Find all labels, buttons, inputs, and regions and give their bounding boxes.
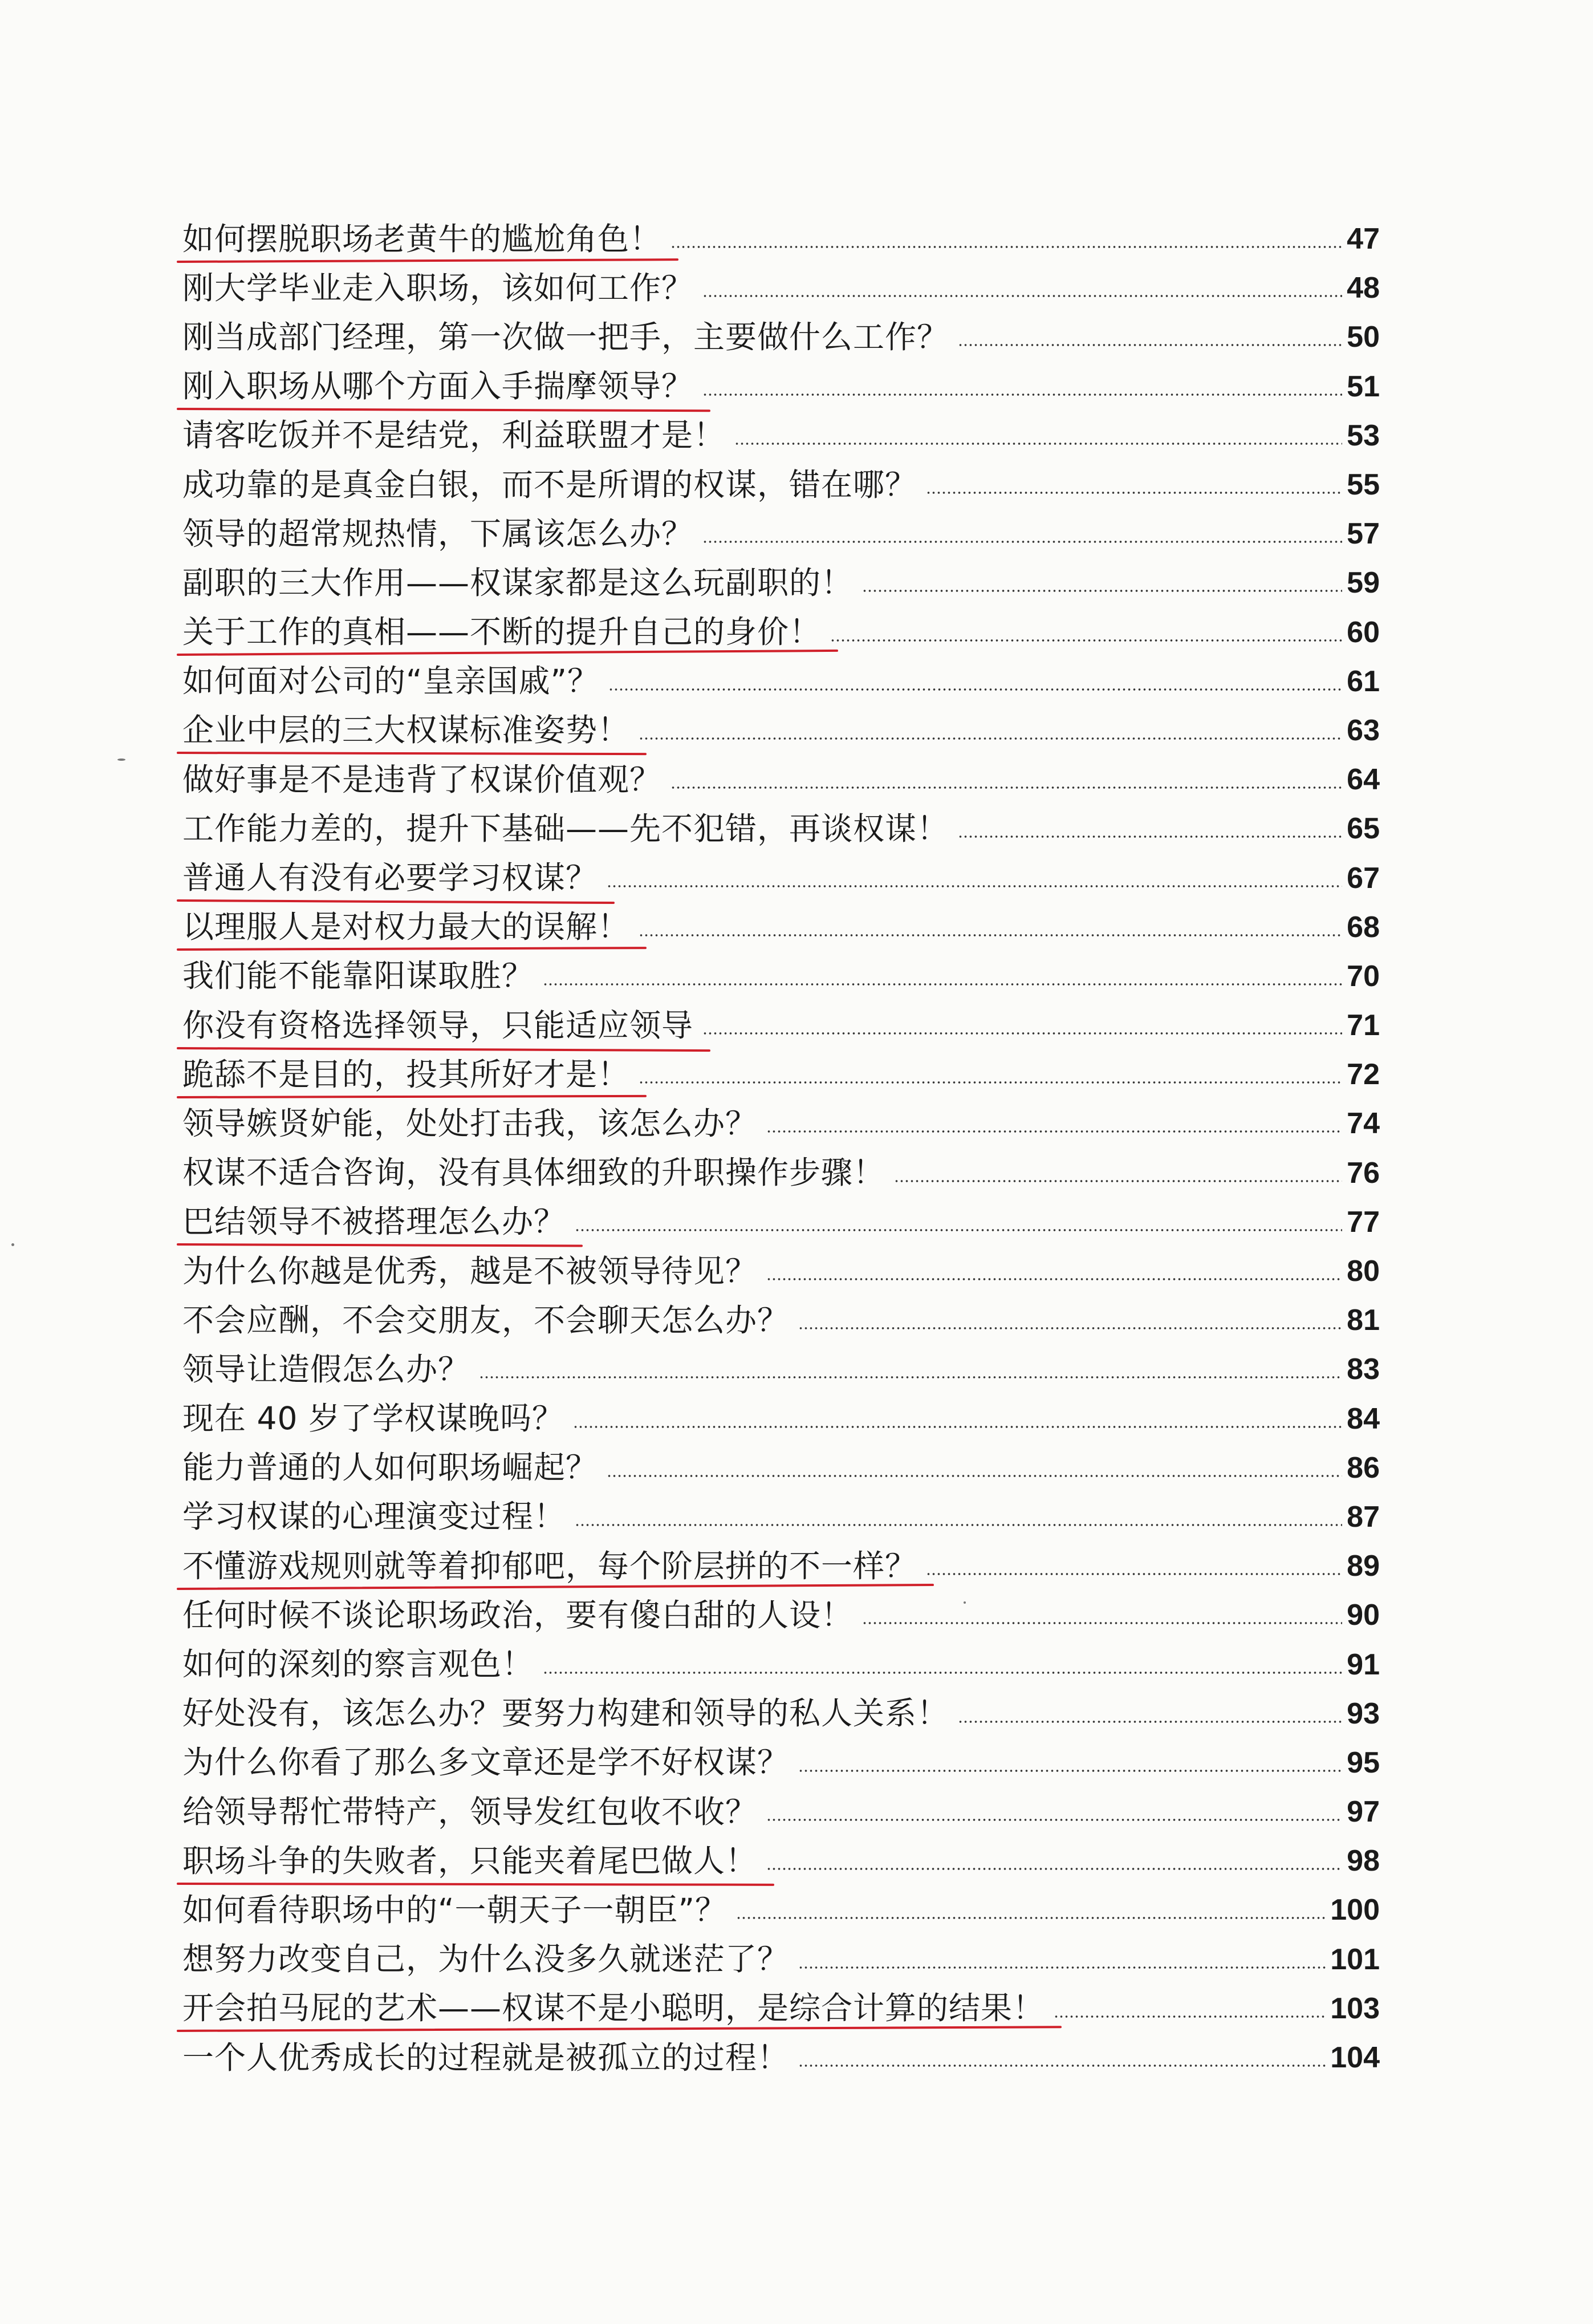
toc-entry-page-number: 89	[1347, 1550, 1380, 1583]
toc-entry-title: 我们能不能靠阳谋取胜？	[182, 958, 534, 995]
toc-entry-title: 职场斗争的失败者，只能夹着尾巴做人！	[182, 1846, 757, 1877]
toc-entry	[182, 263, 1380, 313]
toc-entry-page-number: 91	[1347, 1648, 1380, 1681]
toc-entry-page-number: 76	[1347, 1156, 1380, 1190]
toc-entry-page-number: 77	[1347, 1205, 1380, 1239]
toc-entry	[182, 1984, 1380, 2033]
toc-entry	[182, 853, 1380, 902]
toc-entry-page-number: 98	[1347, 1844, 1380, 1878]
toc-entry	[182, 460, 1380, 509]
toc-entry	[182, 1787, 1380, 1836]
toc-entry-title: 权谋不适合咨询，没有具体细致的升职操作步骤！	[182, 1154, 885, 1191]
toc-entry	[182, 1492, 1380, 1542]
dot-leader	[543, 1672, 1342, 1674]
dot-leader	[736, 1917, 1326, 1919]
toc-entry-page-number: 47	[1347, 222, 1380, 256]
dot-leader	[958, 344, 1342, 346]
scan-speck	[964, 1601, 966, 1604]
toc-entry-page-number: 48	[1347, 271, 1380, 305]
toc-entry	[182, 1689, 1380, 1738]
dot-leader	[575, 1229, 1342, 1231]
dot-leader	[670, 246, 1342, 248]
toc-entry-page-number: 104	[1330, 2041, 1380, 2075]
dot-leader	[702, 541, 1342, 543]
toc-entry-title: 如何看待职场中的“一朝天子一朝臣”？	[182, 1891, 727, 1928]
dot-leader	[670, 786, 1342, 789]
toc-entry-page-number: 60	[1347, 615, 1380, 649]
dot-leader	[639, 737, 1342, 740]
red-pen-underline	[177, 258, 678, 263]
dot-leader	[926, 1573, 1342, 1575]
toc-entry-title: 刚当成部门经理，第一次做一把手，主要做什么工作？	[182, 318, 949, 355]
toc-entry-page-number: 90	[1347, 1599, 1380, 1632]
toc-entry-title: 你没有资格选择领导，只能适应领导	[182, 1010, 693, 1041]
dot-leader	[798, 1327, 1342, 1329]
toc-entry-page-number: 50	[1347, 321, 1380, 354]
dot-leader	[766, 1819, 1342, 1821]
toc-entry	[182, 1394, 1380, 1443]
toc-entry-title: 刚大学毕业走入职场，该如何工作？	[182, 269, 694, 306]
toc-entry-page-number: 70	[1347, 959, 1380, 993]
toc-entry	[182, 952, 1380, 1001]
toc-entry-title: 不懂游戏规则就等着抑郁吧，每个阶层拼的不一样？	[182, 1551, 917, 1582]
toc-entry	[182, 1836, 1380, 1885]
toc-entry-title: 能力普通的人如何职场崛起？	[182, 1449, 598, 1486]
dot-leader	[543, 983, 1342, 985]
toc-entry-title: 关于工作的真相——不断的提升自己的身价！	[182, 617, 821, 648]
dot-leader	[702, 1032, 1342, 1035]
toc-entry-page-number: 53	[1347, 419, 1380, 452]
toc-entry-title: 如何摆脱职场老黄牛的尴尬角色！	[182, 224, 661, 255]
toc-entry-title: 以理服人是对权力最大的误解！	[182, 911, 629, 943]
toc-entry-page-number: 72	[1347, 1058, 1380, 1092]
toc-entry-title: 开会拍马屁的艺术——权谋不是小聪明，是综合计算的结果！	[182, 1993, 1045, 2024]
dot-leader	[798, 1770, 1342, 1772]
toc-entry-page-number: 61	[1347, 664, 1380, 698]
toc-entry	[182, 1542, 1380, 1591]
toc-entry-page-number: 74	[1347, 1107, 1380, 1141]
toc-entry-title: 工作能力差的，提升下基础——先不犯错，再谈权谋！	[182, 810, 949, 847]
toc-entry-title: 任何时候不谈论职场政治，要有傻白甜的人设！	[182, 1596, 854, 1633]
dot-leader	[639, 1081, 1342, 1084]
toc-entry-title: 现在 40 岁了学权谋晚吗？	[182, 1400, 564, 1437]
toc-entry-page-number: 65	[1347, 812, 1380, 846]
red-pen-underline	[177, 650, 838, 656]
toc-entry-title: 做好事是不是违背了权谋价值观？	[182, 761, 662, 798]
toc-entry	[182, 1640, 1380, 1689]
dot-leader	[766, 1868, 1342, 1870]
toc-entry-page-number: 97	[1347, 1795, 1380, 1829]
toc-entry-title: 给领导帮忙带特产，领导发红包收不收？	[182, 1793, 758, 1830]
toc-entry-page-number: 100	[1330, 1893, 1380, 1927]
scan-speck	[11, 1243, 14, 1246]
toc-entry-page-number: 55	[1347, 468, 1380, 502]
toc-entry-title: 为什么你越是优秀，越是不被领导待见？	[182, 1252, 758, 1289]
toc-entry	[182, 1247, 1380, 1296]
toc-entry-page-number: 101	[1330, 1942, 1380, 1976]
toc-entry	[182, 509, 1380, 558]
toc-entry	[182, 1935, 1380, 1984]
toc-entry	[182, 1885, 1380, 1934]
toc-entry	[182, 657, 1380, 706]
toc-entry	[182, 214, 1380, 263]
toc-entry-title: 领导嫉贤妒能，处处打击我，该怎么办？	[182, 1105, 758, 1142]
toc-entry-title: 如何面对公司的“皇亲国戚”？	[182, 663, 599, 700]
toc-entry	[182, 1443, 1380, 1492]
toc-entry	[182, 313, 1380, 362]
toc-entry	[182, 1738, 1380, 1787]
toc-entry-title: 如何的深刻的察言观色！	[182, 1646, 534, 1683]
dot-leader	[734, 443, 1342, 445]
dot-leader	[958, 1721, 1342, 1723]
toc-entry-page-number: 64	[1347, 763, 1380, 797]
red-pen-underline	[177, 947, 647, 951]
toc-entry-page-number: 68	[1347, 910, 1380, 944]
toc-entry	[182, 362, 1380, 411]
dot-leader	[607, 1475, 1342, 1477]
toc-entry-page-number: 80	[1347, 1255, 1380, 1288]
toc-entry-page-number: 63	[1347, 713, 1380, 747]
red-pen-underline	[177, 2026, 1062, 2033]
scan-speck	[117, 759, 125, 761]
toc-entry	[182, 1001, 1380, 1050]
toc-entry	[182, 706, 1380, 755]
toc-entry-title: 一个人优秀成长的过程就是被孤立的过程！	[182, 2039, 790, 2076]
dot-leader	[479, 1376, 1342, 1378]
toc-entry-title: 领导让造假怎么办？	[182, 1350, 470, 1388]
toc-entry	[182, 1345, 1380, 1394]
toc-entry	[182, 1591, 1380, 1640]
red-pen-underline	[177, 1095, 647, 1098]
toc-entry-title: 好处没有，该怎么办？要努力构建和领导的私人关系！	[182, 1695, 949, 1732]
table-of-contents	[182, 214, 1380, 2082]
dot-leader	[639, 934, 1342, 936]
toc-entry	[182, 1099, 1380, 1148]
dot-leader	[926, 492, 1342, 494]
toc-entry-title: 普通人有没有必要学习权谋？	[182, 862, 598, 894]
toc-entry-page-number: 86	[1347, 1451, 1380, 1485]
dot-leader	[862, 1622, 1342, 1624]
toc-entry	[182, 1198, 1380, 1247]
toc-entry-page-number: 57	[1347, 517, 1380, 551]
toc-entry-page-number: 103	[1330, 1992, 1380, 2025]
toc-entry-page-number: 83	[1347, 1353, 1380, 1386]
toc-entry-title: 请客吃饭并不是结党，利益联盟才是！	[182, 417, 726, 454]
toc-entry	[182, 755, 1380, 804]
dot-leader	[798, 2065, 1326, 2067]
toc-entry-page-number: 93	[1347, 1697, 1380, 1730]
toc-entry	[182, 608, 1380, 657]
toc-entry-title: 跪舔不是目的，投其所好才是！	[182, 1059, 629, 1090]
toc-entry-title: 不会应酬，不会交朋友，不会聊天怎么办？	[182, 1301, 790, 1339]
toc-entry-title: 巴结领导不被搭理怎么办？	[182, 1206, 566, 1238]
toc-entry-page-number: 95	[1347, 1746, 1380, 1779]
red-pen-underline	[177, 1584, 934, 1590]
toc-entry-title: 副职的三大作用——权谋家都是这么玩副职的！	[182, 564, 854, 601]
dot-leader	[702, 295, 1342, 297]
toc-entry	[182, 1296, 1380, 1345]
dot-leader	[894, 1180, 1342, 1182]
dot-leader	[958, 835, 1342, 838]
toc-entry-title: 想努力改变自己，为什么没多久就迷茫了？	[182, 1941, 790, 1978]
dot-leader	[575, 1524, 1342, 1526]
toc-entry	[182, 804, 1380, 853]
toc-entry-title: 企业中层的三大权谋标准姿势！	[182, 715, 629, 746]
toc-entry-page-number: 71	[1347, 1009, 1380, 1043]
dot-leader	[798, 1966, 1326, 1969]
toc-entry-title: 为什么你看了那么多文章还是学不好权谋？	[182, 1744, 790, 1781]
dot-leader	[607, 885, 1342, 887]
toc-entry	[182, 558, 1380, 607]
dot-leader	[830, 639, 1342, 642]
dot-leader	[608, 688, 1342, 691]
dot-leader	[862, 590, 1342, 592]
toc-entry-page-number: 81	[1347, 1304, 1380, 1337]
dot-leader	[766, 1130, 1342, 1133]
toc-entry-title: 学习权谋的心理演变过程！	[182, 1498, 566, 1535]
toc-entry	[182, 1050, 1380, 1099]
dot-leader	[766, 1278, 1342, 1280]
toc-entry-page-number: 87	[1347, 1500, 1380, 1534]
toc-entry-page-number: 84	[1347, 1402, 1380, 1435]
dot-leader	[573, 1426, 1342, 1428]
dot-leader	[702, 394, 1342, 396]
toc-entry	[182, 411, 1380, 460]
toc-entry	[182, 2033, 1380, 2082]
toc-entry-title: 成功靠的是真金白银，而不是所谓的权谋，错在哪？	[182, 466, 917, 503]
toc-entry	[182, 903, 1380, 952]
dot-leader	[1054, 2015, 1326, 2018]
toc-entry	[182, 1149, 1380, 1198]
toc-entry-page-number: 51	[1347, 370, 1380, 403]
toc-entry-page-number: 59	[1347, 566, 1380, 600]
toc-entry-title: 领导的超常规热情，下属该怎么办？	[182, 515, 694, 552]
toc-entry-title: 刚入职场从哪个方面入手揣摩领导？	[182, 371, 693, 402]
toc-entry-page-number: 67	[1347, 861, 1380, 895]
